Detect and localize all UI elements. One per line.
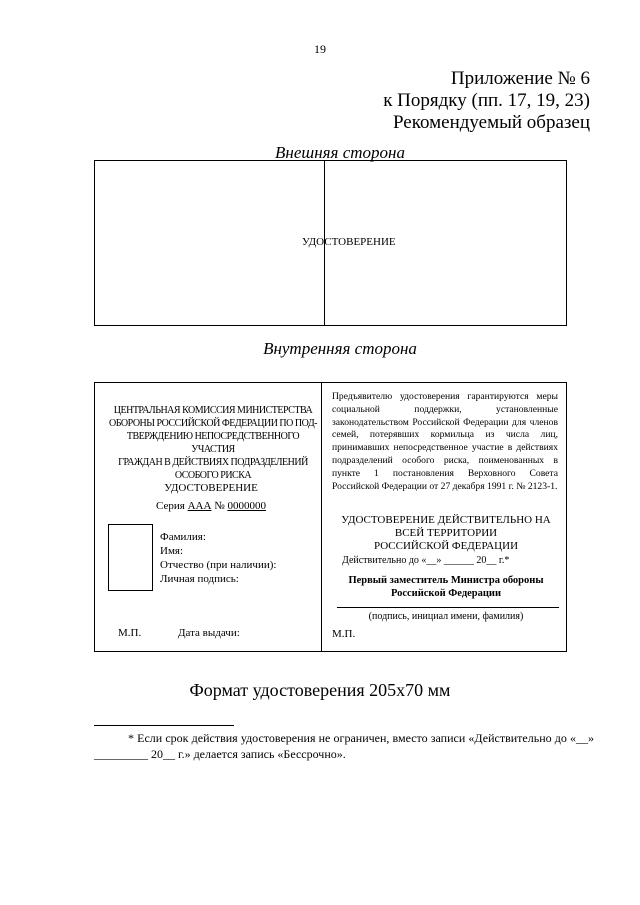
appendix-title: Приложение № 6: [450, 68, 590, 89]
name-label: Имя:: [160, 545, 184, 557]
number-prefix: №: [211, 500, 228, 512]
commission-line: ОСОБОГО РИСКА: [174, 470, 252, 481]
surname-label: Фамилия:: [160, 531, 206, 543]
inner-side-divider: [321, 383, 322, 651]
signature-label: Личная подпись:: [160, 573, 239, 585]
series-value: ААА: [187, 500, 212, 512]
certificate-format: Формат удостоверения 205x70 мм: [189, 680, 451, 700]
series-number: [108, 500, 314, 512]
signature-caption: (подпись, инициал имени, фамилия): [368, 611, 524, 622]
patronymic-label: Отчество (при наличии):: [160, 559, 277, 571]
inner-certificate-title: УДОСТОВЕРЕНИЕ: [164, 482, 258, 494]
personal-fields: [160, 530, 276, 586]
first-deputy-title: [330, 574, 562, 600]
appendix-reference: к Порядку (пп. 17, 19, 23): [383, 90, 590, 111]
commission-line: ГРАЖДАН В ДЕЙСТВИЯХ ПОДРАЗДЕЛЕНИЙ: [118, 457, 308, 468]
number-value: 0000000: [227, 500, 266, 512]
guarantee-text: Предъявителю удостоверения гарантируются меры социальной поддержки, установленные законодательством Российской Федерации для членов семей, потерявших кормильца из числа лиц, принимавших непосредственное участие в действиях подразделений особого риска, поименованных в пункте 1 постановления Верховного Совета Российской Федерации от 27 декабря 1991 г. № 2123-1.: [332, 391, 558, 492]
outer-certificate-title: УДОСТОВЕРЕНИЕ: [302, 236, 396, 248]
first-deputy-line: Российской Федерации: [390, 588, 502, 599]
validity-line: РОССИЙСКОЙ ФЕДЕРАЦИИ: [373, 540, 519, 552]
commission-line: ОБОРОНЫ РОССИЙСКОЙ ФЕДЕРАЦИИ ПО ПОД-: [109, 418, 317, 429]
commission-line: ЦЕНТРАЛЬНАЯ КОМИССИЯ МИНИСТЕРСТВА: [113, 405, 313, 416]
commission-line: ТВЕРЖДЕНИЮ НЕПОСРЕДСТВЕННОГО УЧАСТИЯ: [126, 431, 300, 455]
stamp-place-left: М.П.: [118, 627, 142, 639]
validity-statement: [330, 514, 562, 553]
validity-line: ВСЕЙ ТЕРРИТОРИИ: [394, 527, 498, 539]
photo-placeholder: [108, 524, 153, 591]
appendix-header: [383, 68, 590, 134]
series-prefix: Серия: [156, 500, 188, 512]
signature-line: [337, 607, 559, 608]
commission-name: [107, 404, 319, 482]
appendix-sample-note: Рекомендуемый образец: [392, 112, 590, 133]
outer-side-caption: Внешняя сторона: [275, 143, 405, 162]
footnote-separator: [94, 725, 234, 726]
stamp-place-right: М.П.: [332, 628, 356, 640]
valid-until: Действительно до «__» ______ 20__ г.*: [342, 555, 510, 566]
page-number: 19: [314, 42, 326, 56]
inner-side-caption: Внутренняя сторона: [263, 339, 417, 358]
validity-line: УДОСТОВЕРЕНИЕ ДЕЙСТВИТЕЛЬНО НА: [341, 514, 551, 526]
footnote-body: * Если срок действия удостоверения не ограничен, вместо записи «Действительно до «__» _________ 20__ г.» делается запись «Бессрочно».: [94, 731, 594, 761]
first-deputy-line: Первый заместитель Министра обороны: [348, 575, 544, 586]
issue-date-label: Дата выдачи:: [178, 627, 240, 639]
footnote-text: [94, 730, 594, 762]
